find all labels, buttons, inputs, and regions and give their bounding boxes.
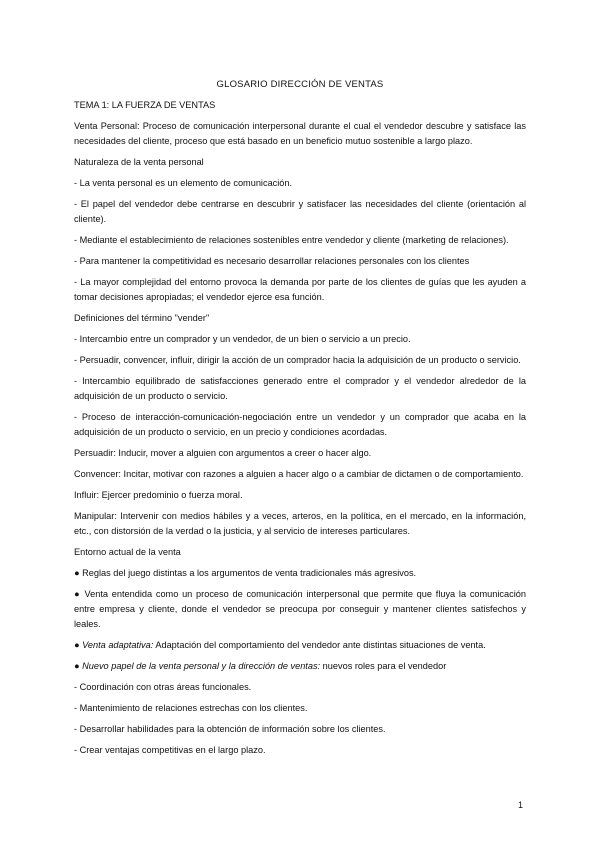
bullet-item: ● Reglas del juego distintas a los argumentos de venta tradicionales más agresivos.	[74, 568, 417, 578]
list-item: - Persuadir, convencer, influir, dirigir la acción de un comprador hacia la adquisición de un producto o servicio.	[74, 355, 521, 365]
bullet-item-nuevo-papel	[74, 659, 526, 674]
section-heading-entorno: Entorno actual de la venta	[74, 547, 181, 557]
bullet-item: ● Venta entendida como un proceso de comunicación interpersonal que permite que fluya la comunicación entre empresa y cliente, donde el vendedor se preocupa por conseguir y mantener clientes satisfechos y leales.	[74, 589, 526, 629]
bullet-text: Adaptación del comportamiento del vendedor ante distintas situaciones de venta.	[153, 640, 486, 650]
list-item: - Para mantener la competitividad es necesario desarrollar relaciones personales con los clientes	[74, 256, 470, 266]
definition-influir: Influir: Ejercer predominio o fuerza moral.	[74, 490, 243, 500]
list-item: - Intercambio equilibrado de satisfacciones generado entre el comprador y el vendedor alrededor de la adquisición de un producto o servicio.	[74, 376, 526, 401]
list-item: - Desarrollar habilidades para la obtención de información sobre los clientes.	[74, 724, 386, 734]
list-item: - Crear ventajas competitivas en el largo plazo.	[74, 745, 266, 755]
list-item: - La mayor complejidad del entorno provoca la demanda por parte de los clientes de guías que les ayuden a tomar decisiones apropiadas; el vendedor ejerce esa función.	[74, 277, 526, 302]
definition-venta-personal: Venta Personal: Proceso de comunicación interpersonal durante el cual el vendedor descubre y satisface las necesidades del cliente, proceso que está basado en un beneficio mutuo sostenible a largo plazo.	[74, 121, 526, 146]
section-heading-tema: TEMA 1: LA FUERZA DE VENTAS	[74, 100, 216, 110]
bullet-text: nuevos roles para el vendedor	[320, 661, 447, 671]
list-item: - Mantenimiento de relaciones estrechas con los clientes.	[74, 703, 308, 713]
bullet-item-venta-adaptativa	[74, 638, 526, 653]
definition-manipular: Manipular: Intervenir con medios hábiles y a veces, arteros, en la política, en el mercado, en la información, etc., con distorsión de la verdad o la justicia, y al servicio de intereses particulares.	[74, 511, 526, 536]
document-title: GLOSARIO DIRECCIÓN DE VENTAS	[216, 79, 384, 90]
list-item: - El papel del vendedor debe centrarse en descubrir y satisfacer las necesidades del cliente (orientación al cliente).	[74, 199, 526, 224]
section-heading-definiciones: Definiciones del término "vender"	[74, 313, 210, 323]
bullet-italic-term: ● Nuevo papel de la venta personal y la dirección de ventas:	[74, 661, 321, 671]
list-item: - Mediante el establecimiento de relaciones sostenibles entre vendedor y cliente (marketing de relaciones).	[74, 235, 509, 245]
document-body	[74, 98, 526, 764]
list-item: - Coordinación con otras áreas funcionales.	[74, 682, 252, 692]
bullet-italic-term: ● Venta adaptativa:	[74, 640, 154, 650]
section-heading-naturaleza: Naturaleza de la venta personal	[74, 157, 204, 167]
definition-convencer: Convencer: Incitar, motivar con razones a alguien a hacer algo o a cambiar de dictamen o de comportamiento.	[74, 469, 524, 479]
list-item: - La venta personal es un elemento de comunicación.	[74, 178, 293, 188]
page-number: 1	[518, 800, 524, 810]
list-item: - Proceso de interacción-comunicación-negociación entre un vendedor y un comprador que acaba en la adquisición de un producto o servicio, en un precio y condiciones acordadas.	[74, 412, 526, 437]
definition-persuadir: Persuadir: Inducir, mover a alguien con argumentos a creer o hacer algo.	[74, 448, 372, 458]
list-item: - Intercambio entre un comprador y un vendedor, de un bien o servicio a un precio.	[74, 334, 411, 344]
